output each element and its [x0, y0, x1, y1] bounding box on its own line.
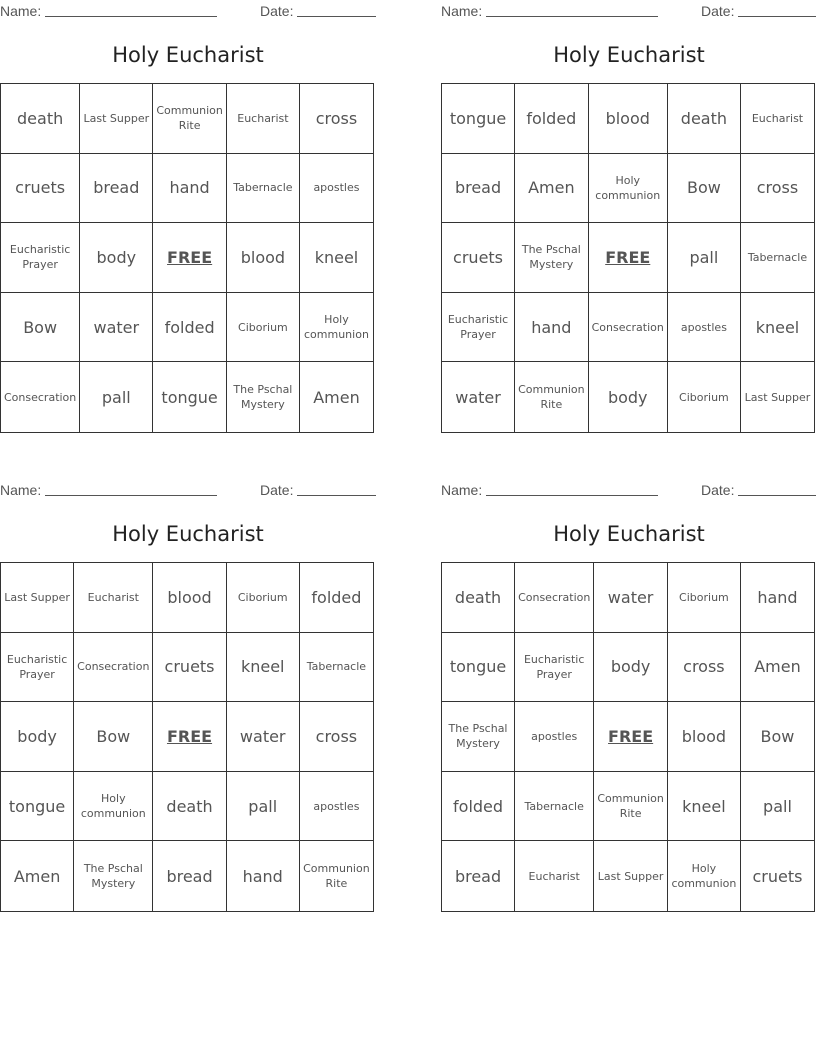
bingo-cell[interactable]: Bow: [668, 154, 741, 224]
bingo-cell[interactable]: cross: [300, 702, 373, 772]
bingo-cell[interactable]: water: [227, 702, 300, 772]
bingo-cell[interactable]: pall: [741, 772, 814, 842]
bingo-cell[interactable]: folded: [442, 772, 515, 842]
bingo-cell[interactable]: Communion Rite: [594, 772, 668, 842]
bingo-grid: [441, 83, 815, 433]
bingo-cell[interactable]: bread: [153, 841, 226, 911]
bingo-cell[interactable]: Amen: [515, 154, 589, 224]
bingo-cell[interactable]: apostles: [300, 772, 373, 842]
bingo-cell[interactable]: hand: [153, 154, 227, 224]
free-space[interactable]: FREE: [153, 702, 226, 772]
bingo-cell[interactable]: blood: [227, 223, 300, 293]
name-label: Name:: [0, 482, 42, 498]
bingo-cell[interactable]: cruets: [1, 154, 80, 224]
bingo-cell[interactable]: death: [668, 84, 741, 154]
date-blank[interactable]: [297, 16, 376, 17]
date-label: Date:: [260, 3, 294, 19]
bingo-cell[interactable]: The Pschal Mystery: [442, 702, 515, 772]
bingo-cell[interactable]: pall: [227, 772, 300, 842]
bingo-grid: [0, 83, 374, 433]
name-label: Name:: [441, 482, 483, 498]
bingo-cell[interactable]: cross: [741, 154, 814, 224]
bingo-cell[interactable]: tongue: [442, 633, 515, 703]
bingo-cell[interactable]: kneel: [227, 633, 300, 703]
bingo-cell[interactable]: Eucharist: [74, 563, 153, 633]
bingo-grid: [0, 562, 374, 912]
bingo-cell[interactable]: Bow: [74, 702, 153, 772]
name-blank[interactable]: [486, 495, 658, 496]
bingo-card-2: [441, 0, 816, 440]
bingo-cell[interactable]: folded: [153, 293, 227, 363]
card-title: Holy Eucharist: [553, 522, 705, 546]
name-blank[interactable]: [45, 16, 217, 17]
bingo-cell[interactable]: hand: [741, 563, 814, 633]
bingo-cell[interactable]: Communion Rite: [515, 362, 589, 432]
bingo-cell[interactable]: Eucharistic Prayer: [1, 223, 80, 293]
free-space[interactable]: FREE: [594, 702, 668, 772]
bingo-cell[interactable]: kneel: [300, 223, 373, 293]
bingo-cell[interactable]: folded: [515, 84, 589, 154]
bingo-cell[interactable]: death: [1, 84, 80, 154]
bingo-cell[interactable]: body: [1, 702, 74, 772]
bingo-cell[interactable]: Communion Rite: [303, 862, 370, 891]
bingo-cell[interactable]: apostles: [515, 702, 594, 772]
bingo-cell[interactable]: bread: [442, 841, 515, 911]
date-blank[interactable]: [738, 495, 816, 496]
card-header: [441, 479, 816, 501]
bingo-cell[interactable]: Holy communion: [589, 154, 668, 224]
bingo-cell[interactable]: tongue: [442, 84, 515, 154]
card-title: Holy Eucharist: [112, 522, 264, 546]
bingo-cell[interactable]: Eucharist: [227, 84, 300, 154]
bingo-cell[interactable]: bread: [80, 154, 153, 224]
bingo-cell[interactable]: cross: [668, 633, 741, 703]
card-title: Holy Eucharist: [553, 43, 705, 67]
bingo-cell[interactable]: The Pschal Mystery: [74, 841, 153, 911]
free-space[interactable]: FREE: [589, 223, 668, 293]
bingo-cell[interactable]: Ciborium: [668, 362, 741, 432]
bingo-cell[interactable]: Consecration: [515, 563, 594, 633]
bingo-cell[interactable]: blood: [589, 84, 668, 154]
bingo-cell[interactable]: water: [80, 293, 153, 363]
date-blank[interactable]: [297, 495, 376, 496]
bingo-cell[interactable]: Consecration: [589, 293, 668, 363]
bingo-cell[interactable]: Communion Rite: [153, 84, 227, 154]
bingo-cell[interactable]: blood: [668, 702, 741, 772]
bingo-cell[interactable]: apostles: [300, 154, 373, 224]
bingo-cell[interactable]: Tabernacle: [741, 223, 814, 293]
name-label: Name:: [441, 3, 483, 19]
bingo-cell[interactable]: hand: [515, 293, 589, 363]
bingo-cell[interactable]: cruets: [752, 866, 803, 886]
date-label: Date:: [701, 3, 735, 19]
date-label: Date:: [701, 482, 735, 498]
bingo-cell[interactable]: death: [153, 772, 226, 842]
bingo-cell[interactable]: tongue: [1, 772, 74, 842]
bingo-cell[interactable]: folded: [300, 563, 373, 633]
bingo-cell[interactable]: apostles: [668, 293, 741, 363]
bingo-cell[interactable]: bread: [442, 154, 515, 224]
free-space[interactable]: FREE: [153, 223, 227, 293]
bingo-cell[interactable]: pall: [668, 223, 741, 293]
bingo-cell[interactable]: Tabernacle: [300, 633, 373, 703]
bingo-cell[interactable]: Eucharistic Prayer: [442, 293, 515, 363]
bingo-cell[interactable]: Last Supper: [594, 841, 668, 911]
bingo-card-4: [441, 479, 816, 919]
bingo-cell[interactable]: cruets: [153, 633, 226, 703]
bingo-cell[interactable]: death: [442, 563, 515, 633]
bingo-cell[interactable]: Holy communion: [300, 293, 373, 363]
bingo-cell[interactable]: cruets: [442, 223, 515, 293]
bingo-cell[interactable]: tongue: [153, 362, 227, 432]
name-label: Name:: [0, 3, 42, 19]
card-title: Holy Eucharist: [112, 43, 264, 67]
bingo-cell[interactable]: water: [594, 563, 668, 633]
bingo-cell[interactable]: Eucharistic Prayer: [1, 633, 74, 703]
bingo-cell[interactable]: Bow: [741, 702, 814, 772]
bingo-cell[interactable]: blood: [153, 563, 226, 633]
bingo-cell[interactable]: Consecration: [1, 362, 80, 432]
bingo-cell[interactable]: The Pschal Mystery: [515, 223, 589, 293]
bingo-cell[interactable]: cross: [300, 84, 373, 154]
bingo-cell[interactable]: kneel: [668, 772, 741, 842]
bingo-cell[interactable]: body: [80, 223, 153, 293]
bingo-cell[interactable]: body: [589, 362, 668, 432]
bingo-cell[interactable]: Holy communion: [74, 772, 153, 842]
bingo-cell[interactable]: The Pschal Mystery: [227, 362, 300, 432]
bingo-cell[interactable]: Last Supper: [744, 390, 811, 404]
bingo-cell[interactable]: hand: [227, 841, 300, 911]
bingo-cell[interactable]: Eucharist: [515, 841, 594, 911]
card-header: [0, 479, 376, 501]
bingo-cell[interactable]: Amen: [313, 387, 360, 407]
bingo-cell[interactable]: kneel: [741, 293, 814, 363]
bingo-cell[interactable]: Last Supper: [80, 84, 153, 154]
bingo-cell[interactable]: Bow: [1, 293, 80, 363]
bingo-cell[interactable]: Amen: [1, 841, 74, 911]
date-blank[interactable]: [738, 16, 816, 17]
bingo-card-3: [0, 479, 376, 919]
name-blank[interactable]: [45, 495, 217, 496]
bingo-cell[interactable]: Last Supper: [1, 563, 74, 633]
bingo-cell[interactable]: Eucharist: [741, 84, 814, 154]
card-header: [0, 0, 376, 22]
card-header: [441, 0, 816, 22]
bingo-cell[interactable]: Ciborium: [227, 563, 300, 633]
bingo-cell[interactable]: Consecration: [74, 633, 153, 703]
bingo-card-1: [0, 0, 376, 440]
bingo-cell[interactable]: Eucharistic Prayer: [515, 633, 594, 703]
bingo-cell[interactable]: Ciborium: [227, 293, 300, 363]
bingo-cell[interactable]: water: [442, 362, 515, 432]
bingo-cell[interactable]: Tabernacle: [227, 154, 300, 224]
bingo-cell[interactable]: Ciborium: [668, 563, 741, 633]
name-blank[interactable]: [486, 16, 658, 17]
bingo-cell[interactable]: body: [594, 633, 668, 703]
bingo-cell[interactable]: Amen: [741, 633, 814, 703]
date-label: Date:: [260, 482, 294, 498]
bingo-cell[interactable]: pall: [80, 362, 153, 432]
bingo-cell[interactable]: Holy communion: [668, 841, 741, 911]
bingo-grid: [441, 562, 815, 912]
bingo-cell[interactable]: Tabernacle: [515, 772, 594, 842]
